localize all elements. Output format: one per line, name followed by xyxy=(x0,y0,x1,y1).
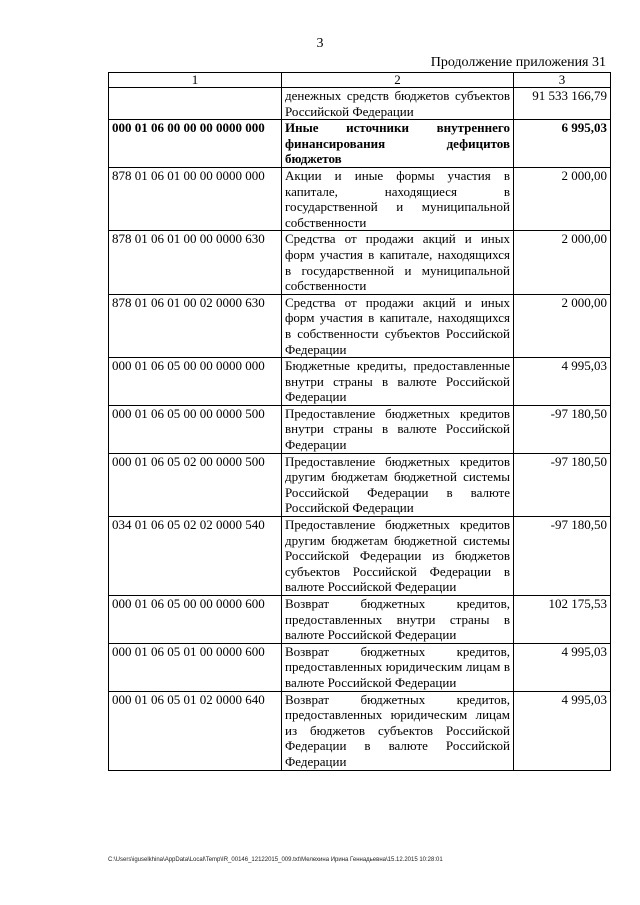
amount: -97 180,50 xyxy=(514,453,611,516)
amount: 4 995,03 xyxy=(514,643,611,691)
table-row xyxy=(109,596,611,644)
table-row xyxy=(109,358,611,406)
source-name: Предоставление бюджетных кредитов внутри страны в валюте Российской Федерации xyxy=(282,405,514,453)
source-name: Бюджетные кредиты, предоставленные внутри страны в валюте Российской Федерации xyxy=(282,358,514,406)
budget-code: 000 01 06 05 00 00 0000 000 xyxy=(109,358,282,406)
budget-code: 000 01 06 05 01 02 0000 640 xyxy=(109,691,282,770)
continuation-label: Продолжение приложения 31 xyxy=(430,55,606,70)
amount: 4 995,03 xyxy=(514,691,611,770)
budget-code: 034 01 06 05 02 02 0000 540 xyxy=(109,517,282,596)
amount: 6 995,03 xyxy=(514,120,611,168)
table-row xyxy=(109,120,611,168)
column-header-3: 3 xyxy=(514,73,611,88)
budget-code: 000 01 06 00 00 00 0000 000 xyxy=(109,120,282,168)
amount: 4 995,03 xyxy=(514,358,611,406)
budget-code: 878 01 06 01 00 00 0000 630 xyxy=(109,231,282,294)
table-row xyxy=(109,167,611,230)
budget-code: 878 01 06 01 00 00 0000 000 xyxy=(109,167,282,230)
source-name: Возврат бюджетных кредитов, предоставленных внутри страны в валюте Российской Федерации xyxy=(282,596,514,644)
table-row xyxy=(109,517,611,596)
source-name: Предоставление бюджетных кредитов другим бюджетам бюджетной системы Российской Федерации из бюджетов субъектов Российской Федерации в валюте Российской Федерации xyxy=(282,517,514,596)
amount: 2 000,00 xyxy=(514,167,611,230)
source-name: Средства от продажи акций и иных форм участия в капитале, находящихся в собственности субъектов Российской Федерации xyxy=(282,294,514,357)
source-name: Средства от продажи акций и иных форм участия в капитале, находящихся в государственной и муниципальной собственности xyxy=(282,231,514,294)
table-row xyxy=(109,643,611,691)
column-header-1: 1 xyxy=(109,73,282,88)
table-header-row xyxy=(109,73,611,88)
source-name: Предоставление бюджетных кредитов другим бюджетам бюджетной системы Российской Федерации в валюте Российской Федерации xyxy=(282,453,514,516)
table-row xyxy=(109,88,611,120)
page-number: 3 xyxy=(316,36,324,51)
source-name: денежных средств бюджетов субъектов Российской Федерации xyxy=(282,88,514,120)
amount: 2 000,00 xyxy=(514,294,611,357)
table-row xyxy=(109,294,611,357)
amount: -97 180,50 xyxy=(514,405,611,453)
budget-code: 000 01 06 05 01 00 0000 600 xyxy=(109,643,282,691)
source-name: Иные источники внутреннего финансирования дефицитов бюджетов xyxy=(282,120,514,168)
budget-code: 878 01 06 01 00 02 0000 630 xyxy=(109,294,282,357)
source-name: Возврат бюджетных кредитов, предоставленных юридическим лицам в валюте Российской Федерации xyxy=(282,643,514,691)
budget-code xyxy=(109,88,282,120)
budget-code: 000 01 06 05 02 00 0000 500 xyxy=(109,453,282,516)
file-path-footer: C:\Users\iguselkhina\AppData\Local\Temp\IR_00146_12122015_009.txt\Мелехина Ирина Геннадьевна\15.12.2015 10:28:01 xyxy=(108,857,443,863)
budget-code: 000 01 06 05 00 00 0000 600 xyxy=(109,596,282,644)
budget-sources-table xyxy=(108,72,611,771)
source-name: Акции и иные формы участия в капитале, находящиеся в государственной и муниципальной собственности xyxy=(282,167,514,230)
table-row xyxy=(109,405,611,453)
amount: -97 180,50 xyxy=(514,517,611,596)
amount: 2 000,00 xyxy=(514,231,611,294)
budget-code: 000 01 06 05 00 00 0000 500 xyxy=(109,405,282,453)
column-header-2: 2 xyxy=(282,73,514,88)
amount: 91 533 166,79 xyxy=(514,88,611,120)
amount: 102 175,53 xyxy=(514,596,611,644)
table-row xyxy=(109,231,611,294)
table-row xyxy=(109,691,611,770)
table-row xyxy=(109,453,611,516)
source-name: Возврат бюджетных кредитов, предоставленных юридическим лицам из бюджетов субъектов Российской Федерации в валюте Российской Федерации xyxy=(282,691,514,770)
